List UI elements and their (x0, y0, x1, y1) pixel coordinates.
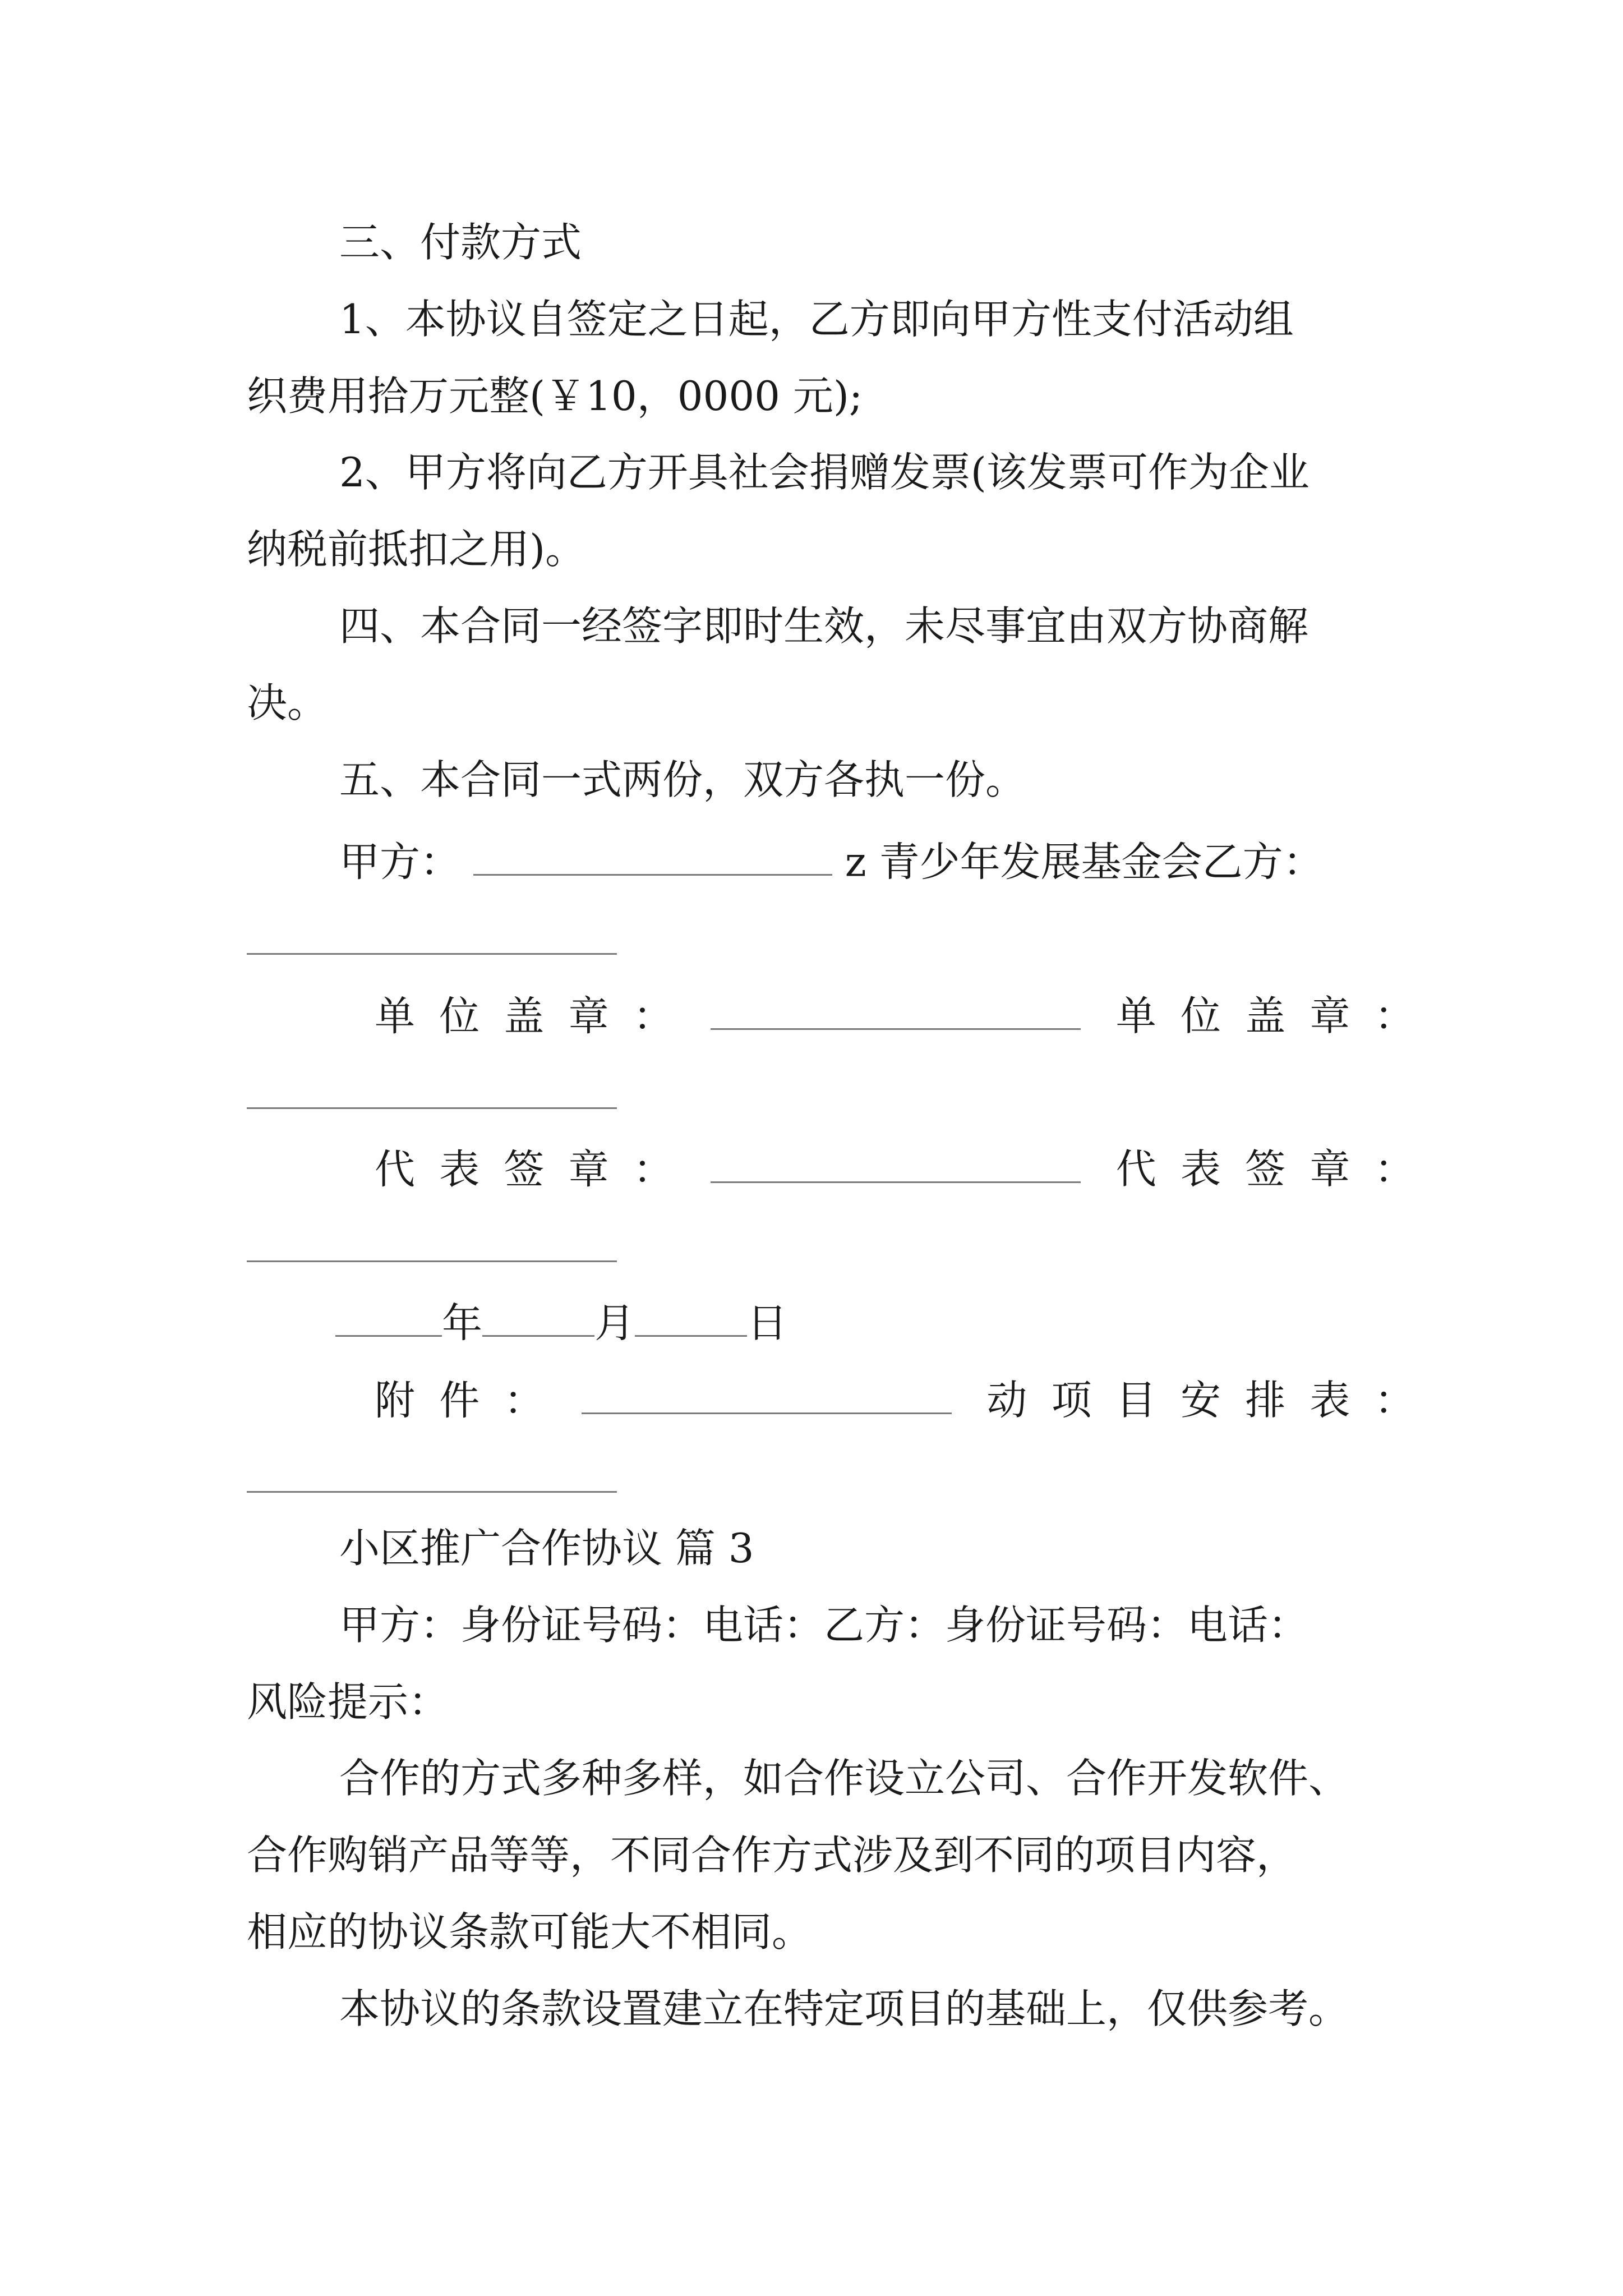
section-5: 五、本合同一式两份，双方各执一份。 (339, 756, 1026, 803)
party-a-label: 甲方： (339, 838, 461, 886)
sign-blank-left[interactable] (711, 1143, 1081, 1183)
party-a-line (339, 836, 1324, 886)
risk-p1-line-1: 合作的方式多种多样，如合作设立公司、合作开发软件、 (339, 1755, 1349, 1802)
attachment-text: 动项目安排表： (986, 1377, 1439, 1424)
sign-line (375, 1143, 1439, 1193)
seal-blank-left[interactable] (711, 990, 1081, 1030)
attachment-line (375, 1374, 1439, 1424)
year-label: 年 (442, 1299, 483, 1347)
sign-blank-right[interactable] (247, 1260, 617, 1262)
piece-3-title: 小区推广合作协议 篇 3 (339, 1525, 754, 1572)
section-4-line-2: 决。 (247, 679, 328, 726)
sign-label-left: 代表签章： (375, 1145, 698, 1193)
seal-label-left: 单位盖章： (375, 992, 698, 1040)
year-blank[interactable] (335, 1297, 442, 1337)
risk-p2: 本协议的条款设置建立在特定项目的基础上，仅供参考。 (339, 1985, 1349, 2032)
section-4-line-1: 四、本合同一经签字即时生效，未尽事宜由双方协商解 (339, 602, 1309, 650)
clause-1-line-1: 1、本协议自签定之日起，乙方即向甲方性支付活动组 (339, 296, 1294, 343)
month-label: 月 (594, 1299, 635, 1347)
seal-line (375, 990, 1439, 1040)
party-a-org: z 青少年发展基金会乙方： (845, 838, 1324, 886)
parties-line: 甲方：身份证号码：电话：乙方：身份证号码：电话： (339, 1602, 1309, 1649)
clause-2-line-2: 纳税前抵扣之用)。 (247, 526, 586, 573)
clause-2-line-1: 2、甲方将向乙方开具社会捐赠发票(该发票可作为企业 (339, 449, 1310, 496)
risk-p1-line-3: 相应的协议条款可能大不相同。 (247, 1908, 813, 1955)
month-blank[interactable] (482, 1297, 594, 1337)
party-b-blank[interactable] (247, 953, 617, 955)
seal-blank-right[interactable] (247, 1107, 617, 1109)
attachment-label: 附件： (375, 1377, 569, 1424)
sign-label-right: 代表签章： (1115, 1145, 1439, 1193)
attachment-blank-2[interactable] (247, 1491, 617, 1493)
seal-label-right: 单位盖章： (1115, 992, 1439, 1040)
section-3-heading: 三、付款方式 (339, 219, 582, 266)
clause-1-line-2: 织费用拾万元整(￥10，0000 元); (247, 372, 863, 420)
day-label: 日 (747, 1299, 788, 1347)
date-line (335, 1297, 788, 1347)
risk-p1-line-2: 合作购销产品等等，不同合作方式涉及到不同的项目内容， (247, 1832, 1297, 1879)
risk-label: 风险提示： (247, 1678, 449, 1726)
attachment-blank[interactable] (582, 1374, 952, 1414)
day-blank[interactable] (635, 1297, 747, 1337)
party-a-blank[interactable] (473, 836, 832, 876)
